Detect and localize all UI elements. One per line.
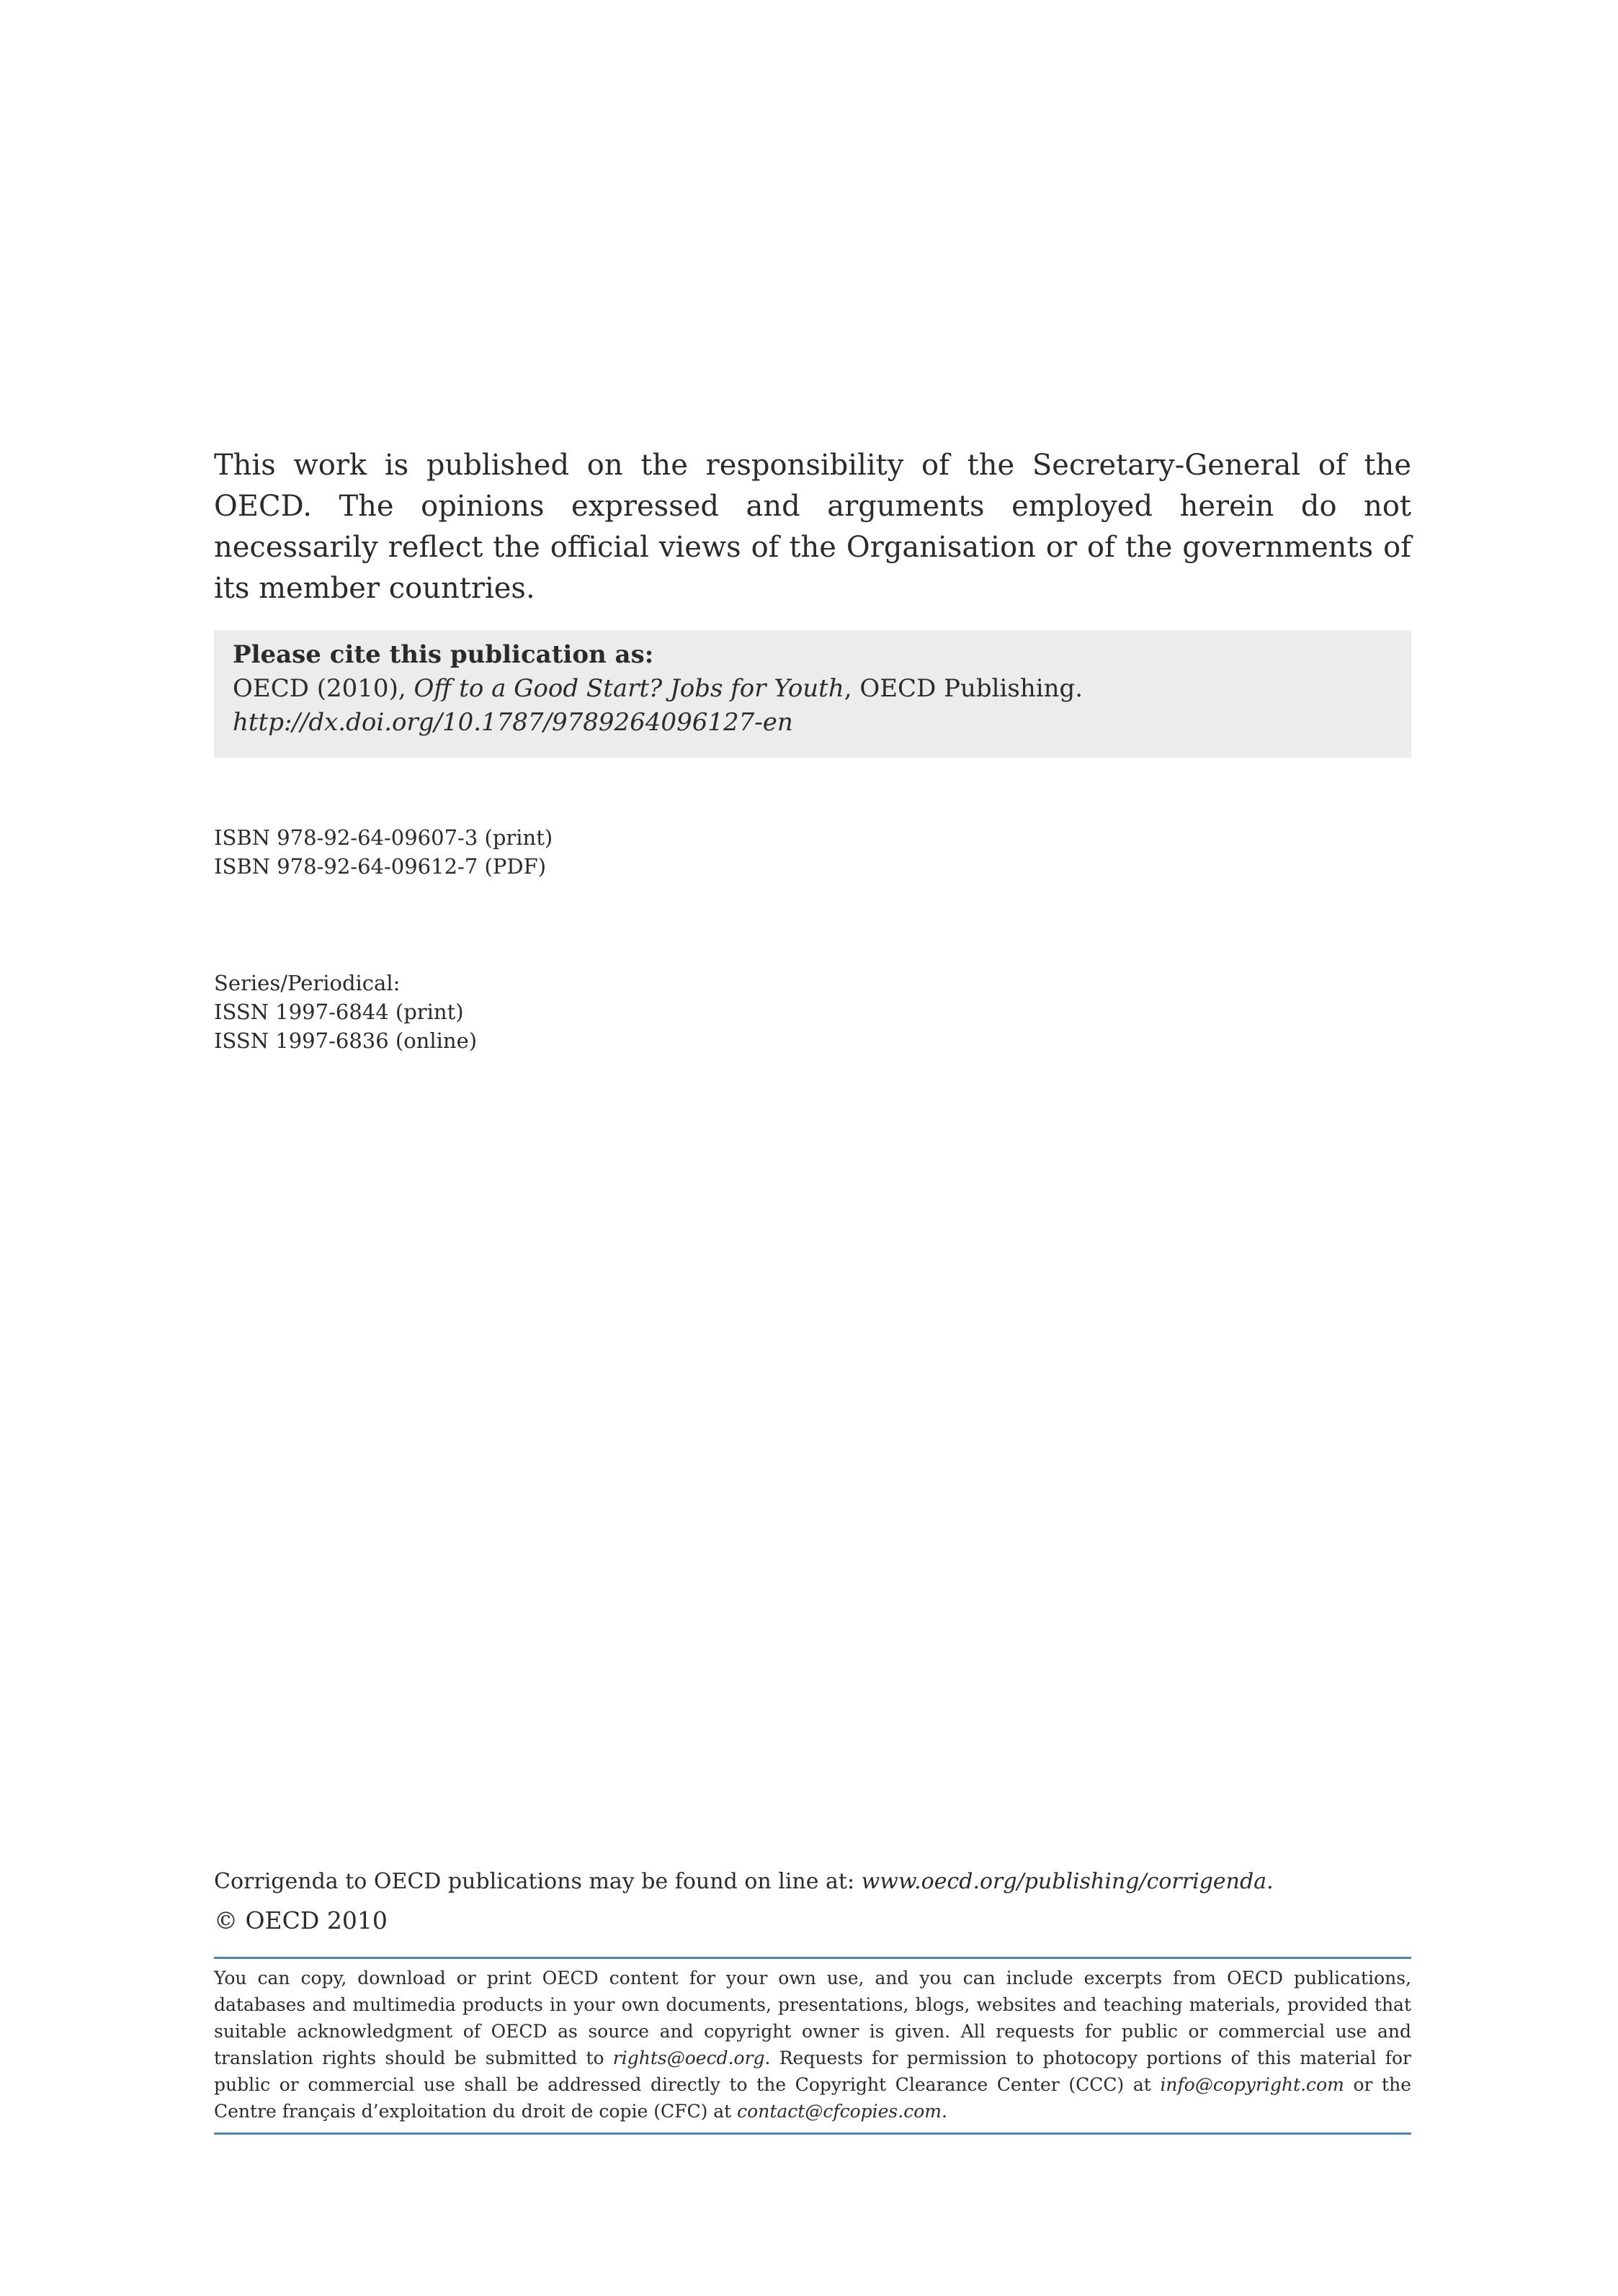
issn-online: ISSN 1997-6836 (online) [214, 1028, 478, 1053]
disclaimer-paragraph: This work is published on the responsibility of the Secretary-General of the OECD. The opinions expressed and arguments employed herein do not necessarily reflect the official views of the Organisation or of the governments of its member countries. [214, 449, 1411, 605]
series-block [214, 969, 1411, 1055]
isbn-pdf: ISBN 978-92-64-09612-7 (PDF) [214, 854, 547, 879]
license-paragraph [214, 1965, 1411, 2125]
isbn-print: ISBN 978-92-64-09607-3 (print) [214, 825, 553, 850]
copyright-notice: © OECD 2010 [214, 1906, 388, 1934]
citation-reference [233, 672, 1393, 706]
citation-box [214, 630, 1411, 758]
license-top-divider [214, 1957, 1411, 1959]
corrigenda-link[interactable]: www.oecd.org/publishing/corrigenda [861, 1869, 1267, 1894]
license-text-3: or the Centre français d’exploitation du droit de copie (CFC) at [214, 2074, 1411, 2122]
citation-heading: Please cite this publication as: [233, 640, 654, 669]
issn-print: ISSN 1997-6844 (print) [214, 1000, 464, 1024]
rights-email-link[interactable]: rights@oecd.org [612, 2048, 765, 2068]
citation-author-year: OECD (2010), [233, 674, 414, 703]
corrigenda-note [214, 1867, 1411, 1897]
license-text-1: You can copy, download or print OECD content for your own use, and you can include excerpts from OECD publications, databases and multimedia products in your own documents, presentations, blogs, websites and teaching materials, provided that suitable acknowledgment of OECD as source and copyright owner is given. All requests for public or commercial use and translation rights should be submitted to [214, 1968, 1411, 2068]
corrigenda-end: . [1266, 1869, 1274, 1894]
license-bottom-divider [214, 2133, 1411, 2135]
license-text-4: . [941, 2101, 947, 2122]
citation-publisher: , OECD Publishing. [844, 674, 1083, 703]
citation-title: Off to a Good Start? Jobs for Youth [414, 674, 844, 703]
series-label: Series/Periodical: [214, 971, 401, 995]
citation-doi-link[interactable]: http://dx.doi.org/10.1787/9789264096127-en [233, 708, 793, 737]
corrigenda-text: Corrigenda to OECD publications may be found on line at: [214, 1869, 862, 1894]
ccc-email-link[interactable]: info@copyright.com [1160, 2074, 1344, 2095]
isbn-block [214, 823, 1411, 881]
license-text-2: . Requests for permission to photocopy portions of this material for public or commercial use shall be addressed directly to the Copyright Clearance Center (CCC) at [214, 2048, 1411, 2095]
cfc-email-link[interactable]: contact@cfcopies.com [737, 2101, 942, 2122]
